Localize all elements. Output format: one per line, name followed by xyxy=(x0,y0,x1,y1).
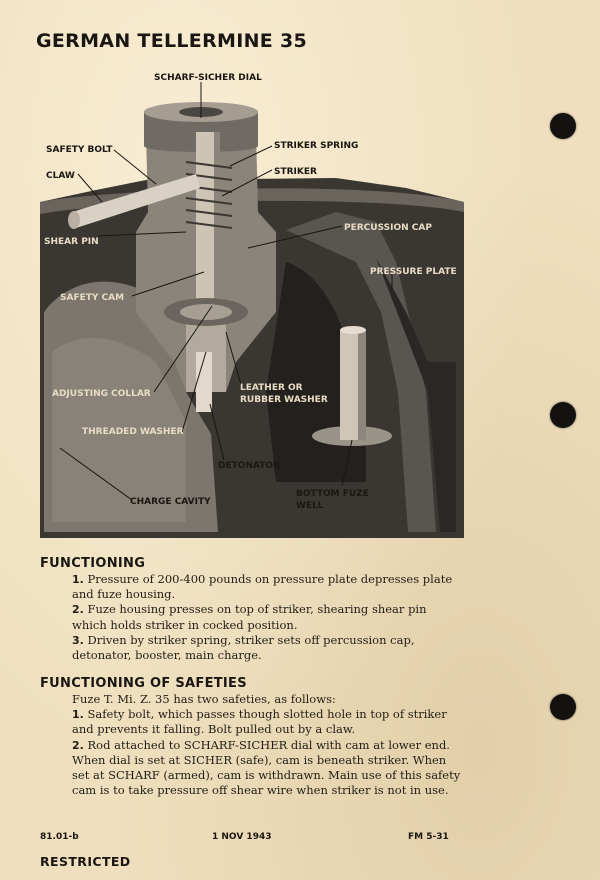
functioning-list xyxy=(72,572,464,663)
safeties-item-1: 1. Safety bolt, which passes though slotted hole in top of striker and prevents it falling. Bolt pulled out by a claw. xyxy=(72,707,447,737)
safeties-list xyxy=(72,692,464,798)
label-threaded-washer: THREADED WASHER xyxy=(82,427,184,437)
safeties-intro: Fuze T. Mi. Z. 35 has two safeties, as follows: xyxy=(72,692,336,706)
binder-hole-bottom xyxy=(550,694,576,720)
functioning-item-1: 1. Pressure of 200-400 pounds on pressure plate depresses plate and fuze housing. xyxy=(72,572,453,602)
cutaway-illustration xyxy=(36,62,466,538)
restricted-marking: RESTRICTED xyxy=(40,854,131,869)
functioning-item-3: 3. Driven by striker spring, striker sets off percussion cap, detonator, booster, main charge. xyxy=(72,632,415,663)
label-bottom-fuze-line1: BOTTOM FUZE xyxy=(296,489,369,499)
label-safety-cam: SAFETY CAM xyxy=(60,293,125,303)
label-bottom-fuze-line2: WELL xyxy=(296,501,324,511)
label-striker-spring: STRIKER SPRING xyxy=(274,141,359,151)
functioning-item-2: 2. Fuze housing presses on top of striker, shearing shear pin which holds striker in cocked position. xyxy=(72,602,427,632)
label-shear-pin: SHEAR PIN xyxy=(44,237,99,247)
safeties-heading: FUNCTIONING OF SAFETIES xyxy=(40,676,247,691)
footer-date: 1 NOV 1943 xyxy=(212,832,272,842)
label-leather-washer-line1: LEATHER OR xyxy=(240,383,303,393)
label-detonator: DETONATOR xyxy=(218,461,280,471)
label-scharf-sicher-dial: SCHARF-SICHER DIAL xyxy=(154,73,262,83)
label-safety-bolt: SAFETY BOLT xyxy=(46,145,113,155)
page-title: GERMAN TELLERMINE 35 xyxy=(36,30,308,52)
label-claw: CLAW xyxy=(46,171,75,181)
footer-manual-number: FM 5-31 xyxy=(408,832,449,842)
label-percussion-cap: PERCUSSION CAP xyxy=(344,223,432,233)
footer-left: 81.01-b xyxy=(40,832,79,842)
safeties-item-2: 2. Rod attached to SCHARF-SICHER dial with cam at lower end. When dial is set at SICHER (safe), cam is beneath striker. When set at SCHARF (armed), cam is withdrawn. Main use of this safety cam is to take pressure off shear wire when striker is not in use. xyxy=(72,737,461,798)
label-striker: STRIKER xyxy=(274,167,317,177)
binder-hole-middle xyxy=(550,402,576,428)
mine-cutaway-figure xyxy=(36,62,466,538)
label-adjusting-collar: ADJUSTING COLLAR xyxy=(52,389,151,399)
label-pressure-plate: PRESSURE PLATE xyxy=(370,267,457,277)
label-leather-washer-line2: RUBBER WASHER xyxy=(240,395,328,405)
binder-hole-top xyxy=(550,113,576,139)
functioning-heading: FUNCTIONING xyxy=(40,556,146,571)
label-charge-cavity: CHARGE CAVITY xyxy=(130,497,211,507)
